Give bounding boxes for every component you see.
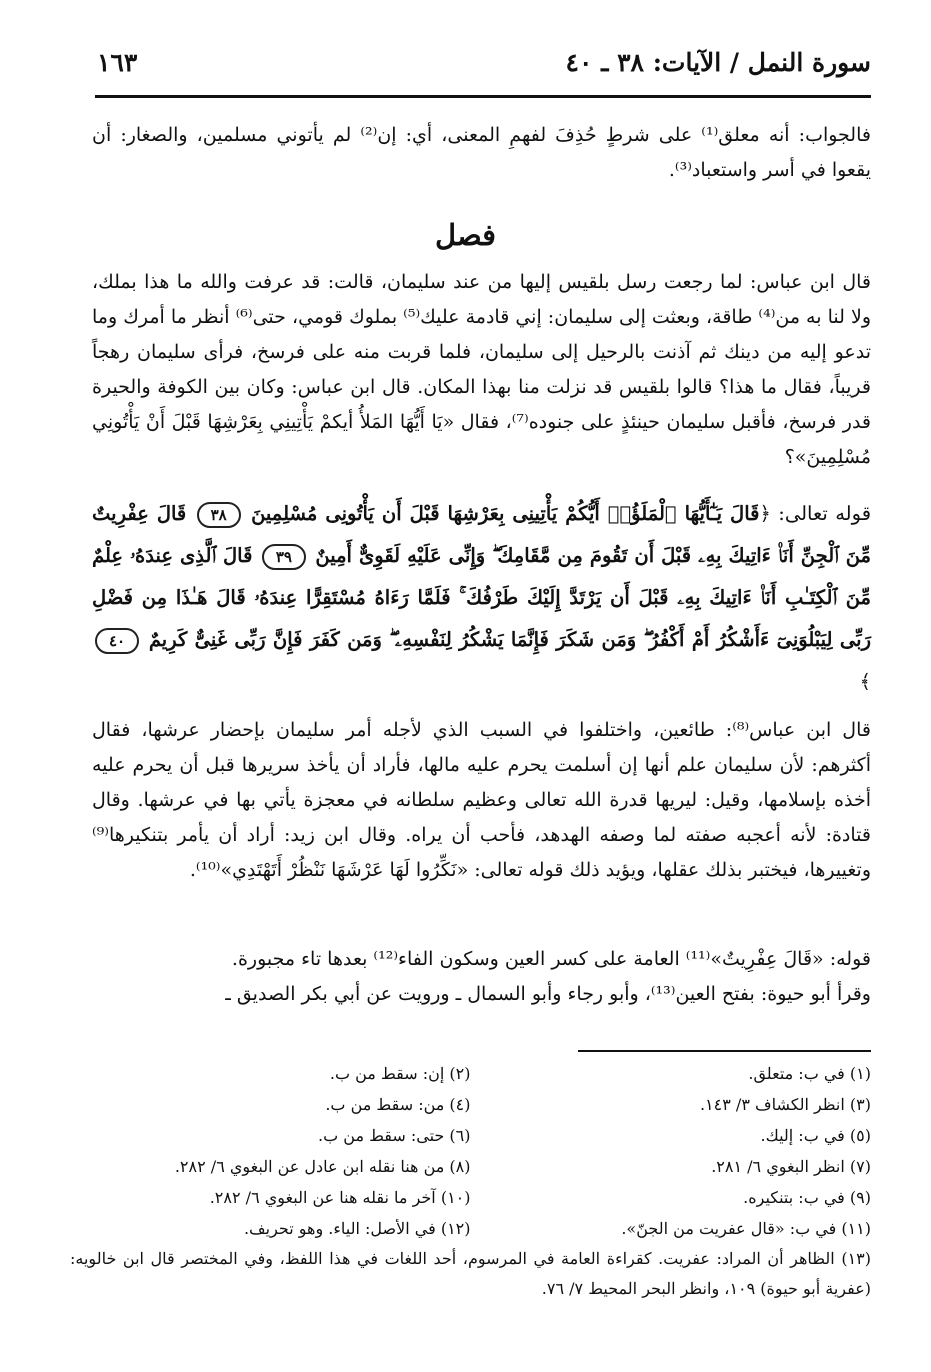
quran-intro: قوله تعالى: ﴿ [759, 502, 872, 525]
paragraph-ibn-abbas: قال ابن عباس: لما رجعت رسل بلقيس إليها من عند سليمان، قالت: قد عرفت والله ما هذا بملك، ولا لنا به من⁽⁴⁾ طاقة، وبعثت إلى سليمان: إني قادمة عليك⁽⁵⁾ بملوك قومي، حتى⁽⁶⁾ أنظر ما أمرك وما تدعو إليه من دينك ثم آذنت بالرحيل إلى سليمان، فلما قربت منه على فرسخ، فرأى سليمان رهجاً قريباً، فقال ما هذا؟ قالوا بلقيس قد نزلت منا بهذا المكان. قال ابن عباس: وكان بين الكوفة والحيرة قدر فرسخ، فأقبل سليمان حينئذٍ على جنوده⁽⁷⁾، فقال «يَا أَيُّهَا المَلأُ أيكمْ يَأْتِينِي بِعَرْشِهَا قَبْلَ أَنْ يَأْتُونِي مُسْلِمِينَ»؟ [92, 271, 871, 468]
ayah-number-38: ٣٨ [197, 502, 241, 528]
paragraph-reasons: قال ابن عباس⁽⁸⁾: طائعين، واختلفوا في السبب الذي لأجله أمر سليمان بإحضار عرشها، فقال أكثرهم: لأن سليمان علم أنها إن أسلمت يحرم عليه مالها، فأراد أن يأخذ سريرها قبل أن يحرم عليه أخذه بإسلامها، وقيل: ليريها قدرة الله تعالى وعظيم سلطانه في معجزة يأتي بها في عرشها. وقال قتادة: لأنه أعجبه صفته لما وصفه الهدهد، فأحب أن يراه. وقال ابن زيد: أراد أن يأمر بتنكيرها⁽⁹⁾ وتغييرها، فيختبر بذلك عقلها، ويؤيد ذلك قوله تعالى: «نَكِّرُوا لَهَا عَرْشَهَا نَنْظُرْ أَتَهْتَدِي»⁽¹⁰⁾. [92, 719, 871, 881]
footnote: (١) في ب: متعلق. [748, 1064, 871, 1083]
verse-40: قَالَ ٱلَّذِى عِندَهُۥ عِلْمٌ مِّنَ ٱلْكِتَـٰبِ أَنَا۠ ءَاتِيكَ بِهِۦ قَبْلَ أَن يَرْتَدَّ إِلَيْكَ طَرْفُكَ ۚ فَلَمَّا رَءَاهُ مُسْتَقِرًّا عِندَهُۥ قَالَ هَـٰذَا مِن فَضْلِ رَبِّى لِيَبْلُوَنِىٓ ءَأَشْكُرُ أَمْ أَكْفُرُ ۖ وَمَن شَكَرَ فَإِنَّمَا يَشْكُرُ لِنَفْسِهِۦ ۖ وَمَن كَفَرَ فَإِنَّ رَبِّى غَنِىٌّ كَرِيمٌ [92, 544, 871, 651]
ayah-number-40: ٤٠ [95, 628, 139, 654]
footnote: (٨) من هنا نقله ابن عادل عن البغوي ٦/ ٢٨٢. [174, 1157, 471, 1176]
footnote: (١٠) آخر ما نقله هنا عن البغوي ٦/ ٢٨٢. [209, 1188, 471, 1207]
footnote-row [70, 1120, 871, 1151]
page-header [95, 40, 871, 98]
verse-38: قَالَ يَـٰٓأَيُّهَا ٱلْمَلَؤُا۟ أَيُّكُمْ يَأْتِينِى بِعَرْشِهَا قَبْلَ أَن يَأْتُونِى مُسْلِمِينَ [251, 502, 760, 525]
footnote: (٧) انظر البغوي ٦/ ٢٨١. [711, 1157, 871, 1176]
section-title: فصل [435, 218, 496, 252]
quran-close: ﴾ [859, 670, 871, 693]
footnote-rule [578, 1050, 871, 1052]
footnote: (٢) إن: سقط من ب. [329, 1064, 471, 1083]
footnotes [70, 1058, 871, 1304]
page-number: ١٦٣ [97, 48, 138, 77]
footnote-row [70, 1058, 871, 1089]
ifrit-line-2: وقرأ أبو حيوة: بفتح العين⁽¹³⁾، وأبو رجاء وأبو السمال ـ ورويت عن أبي بكر الصديق ـ [225, 983, 871, 1005]
quran-passage [92, 493, 871, 703]
footnote: (٣) انظر الكشاف ٣/ ١٤٣. [699, 1095, 871, 1114]
header-rule [95, 95, 871, 98]
ifrit-line-1: قوله: «قَالَ عِفْرِيتٌ»⁽¹¹⁾ العامة على كسر العين وسكون الفاء⁽¹²⁾ بعدها تاء مجبورة. [231, 948, 871, 970]
footnote-row [70, 1182, 871, 1213]
footnote: (٦) حتى: سقط من ب. [318, 1126, 471, 1145]
footnote-13: (١٣) الظاهر أن المراد: عفريت. كقراءة العامة في المرسوم، أحد اللغات في هذا اللفظ، وفي المختصر قال ابن خالويه: (عفرية أبو حيوة) ١٠٩، وانظر البحر المحيط ٧/ ٧٦. [70, 1249, 871, 1298]
footnote-row [70, 1089, 871, 1120]
verse-39: قَالَ عِفْرِيتٌ مِّنَ ٱلْجِنِّ أَنَا۠ ءَاتِيكَ بِهِۦ قَبْلَ أَن تَقُومَ مِن مَّقَامِكَ ۖ وَإِنِّى عَلَيْهِ لَقَوِىٌّ أَمِينٌ [92, 502, 871, 567]
paragraph-answer: فالجواب: أنه معلق⁽¹⁾ على شرطٍ حُذِفَ لفهمِ المعنى، أي: إن⁽²⁾ لم يأتوني مسلمين، والصغار: أن يقعوا في أسر واستعباد⁽³⁾. [92, 124, 871, 181]
paragraph-ifrit [92, 942, 871, 1012]
footnote-row [70, 1151, 871, 1182]
footnote: (١١) في ب: «قال عفريت من الجنّ». [621, 1219, 871, 1238]
footnote: (١٢) في الأصل: الياء. وهو تحريف. [243, 1219, 471, 1238]
footnote-row [70, 1213, 871, 1244]
footnote: (٥) في ب: إليك. [760, 1126, 871, 1145]
running-title: سورة النمل / الآيات: ٣٨ ـ ٤٠ [565, 48, 871, 77]
ayah-number-39: ٣٩ [262, 544, 306, 570]
footnote: (٩) في ب: بتنكيره. [743, 1188, 871, 1207]
footnote: (٤) من: سقط من ب. [325, 1095, 471, 1114]
